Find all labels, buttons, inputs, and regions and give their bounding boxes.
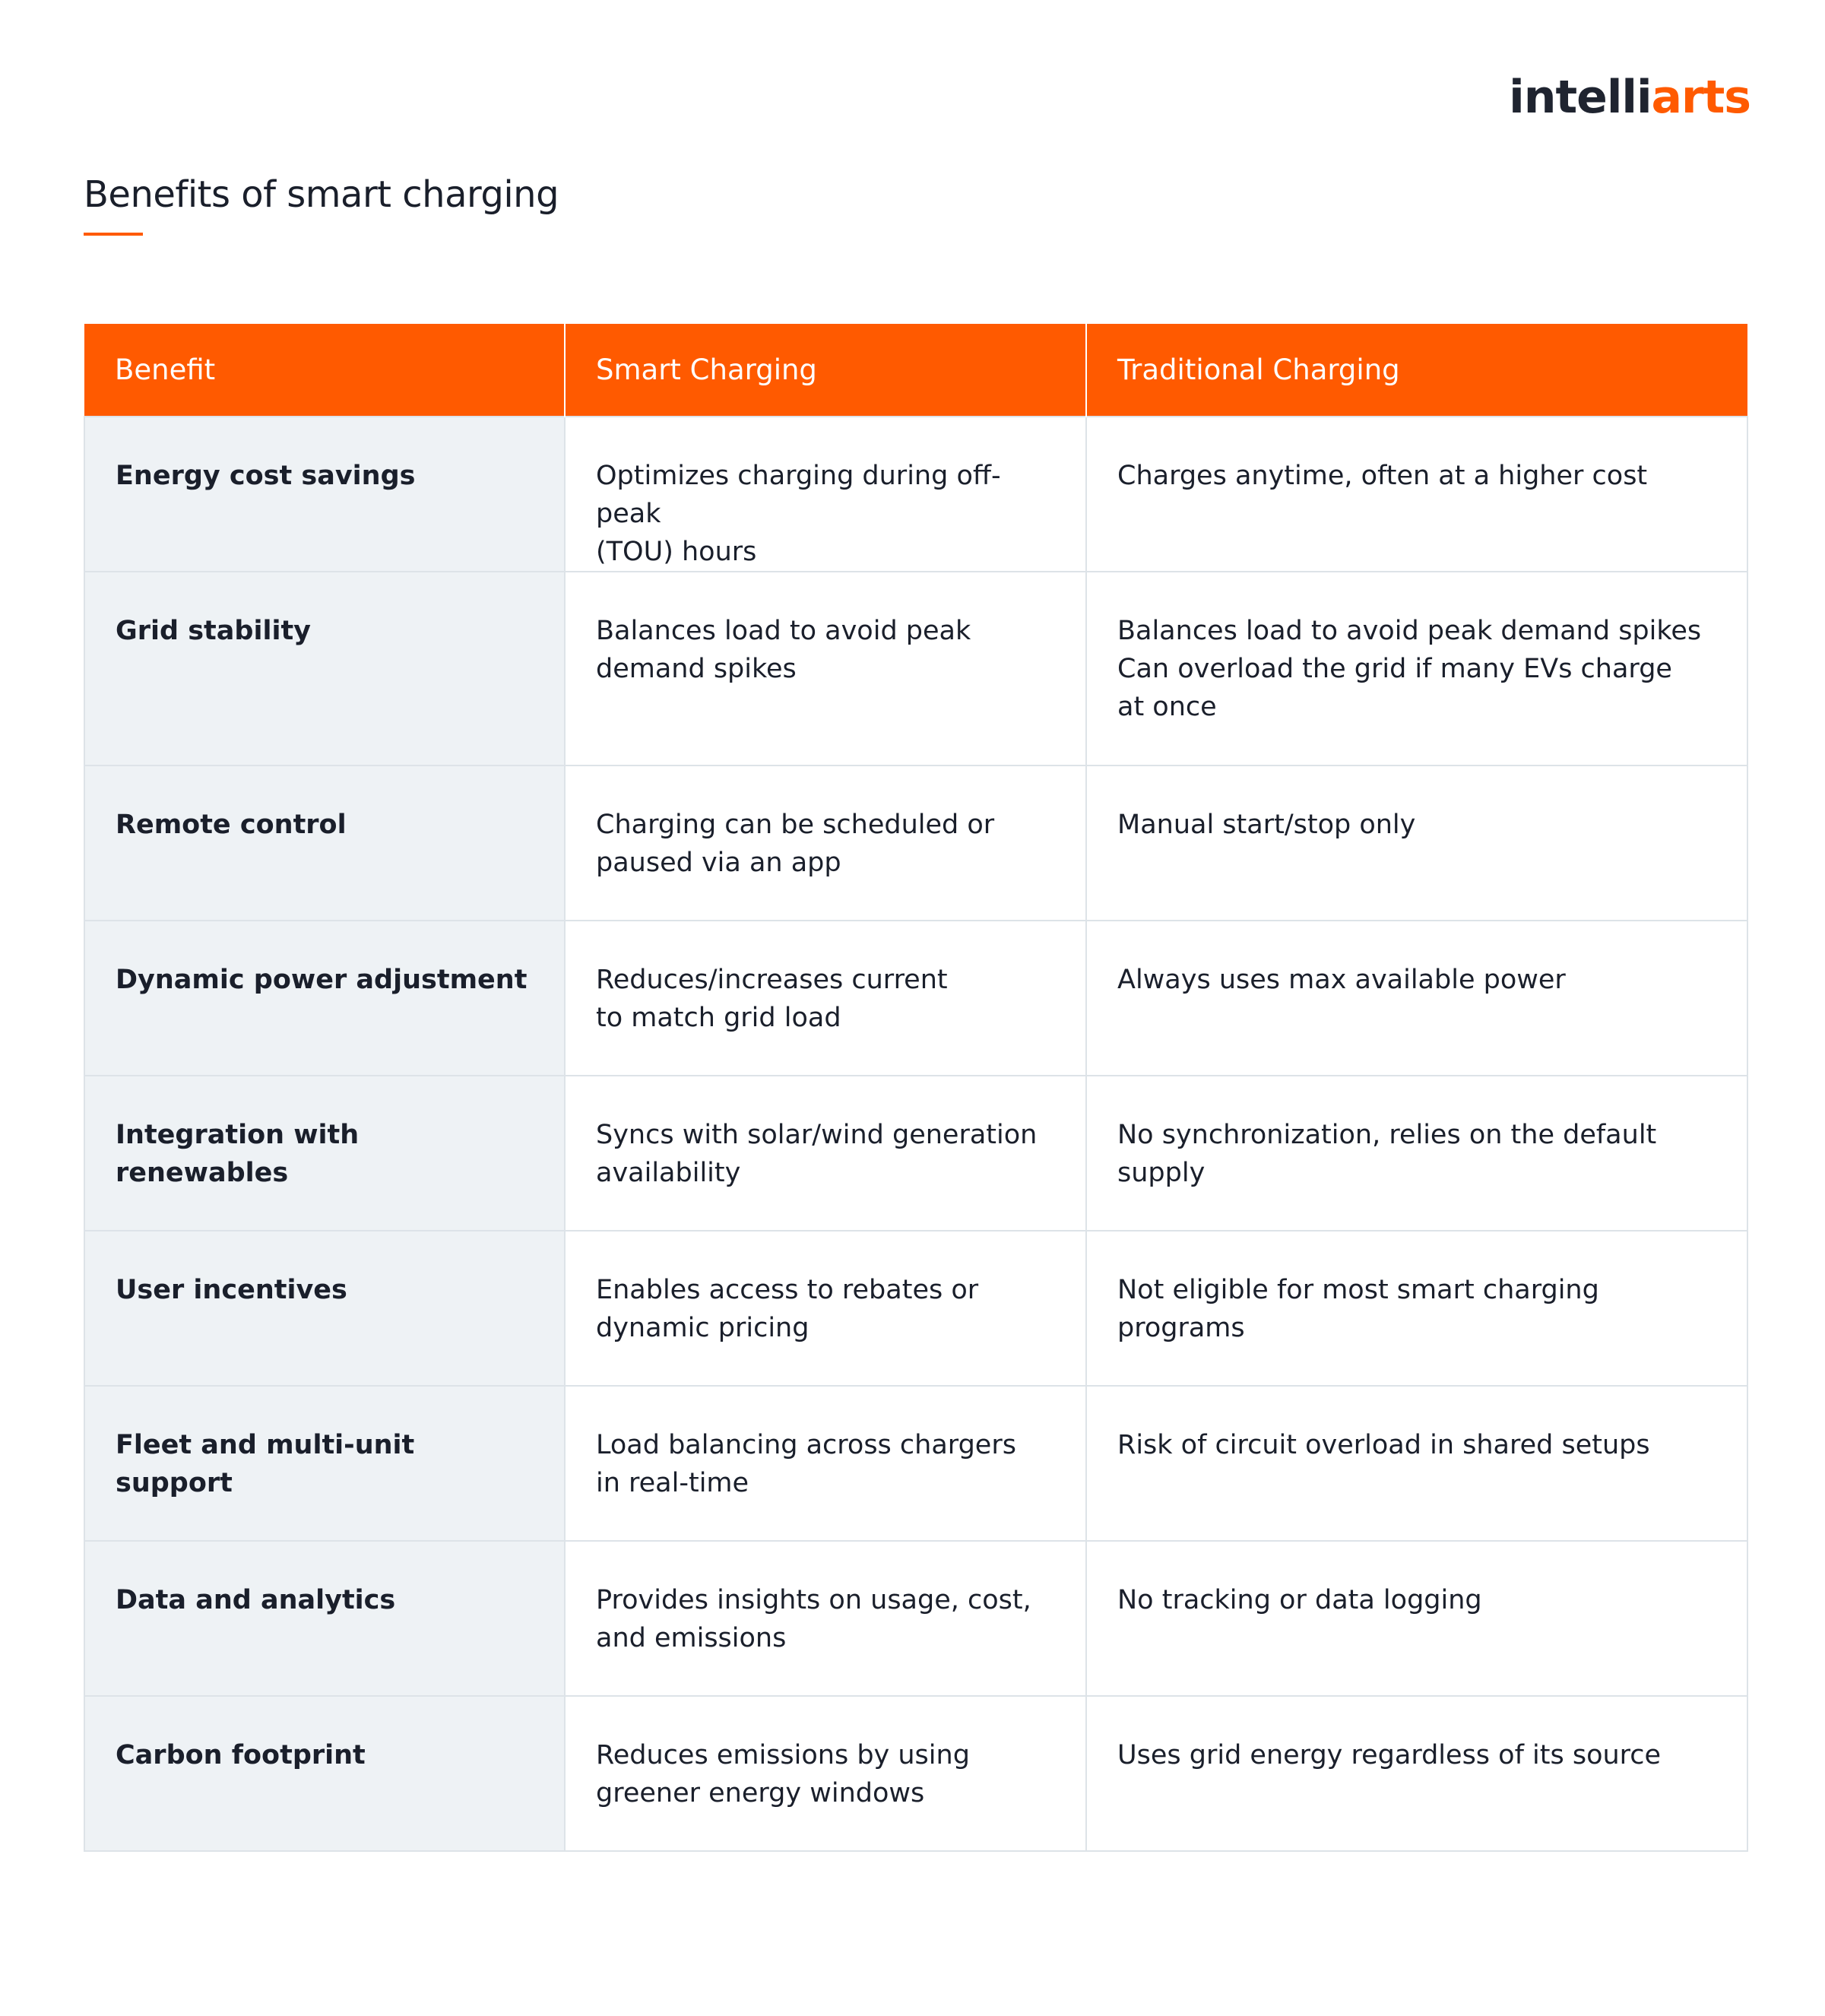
smart-charging-cell: Balances load to avoid peak demand spikes [565,572,1086,766]
benefit-cell: Fleet and multi-unit support [84,1386,565,1541]
table-row [84,766,1747,921]
benefit-cell: Integration with renewables [84,1076,565,1231]
logo-text-intelli: intelli [1509,71,1652,124]
table-row [84,1541,1747,1696]
benefits-comparison-table [84,324,1748,1852]
table-row [84,572,1747,766]
traditional-charging-cell: Not eligible for most smart charging programs [1086,1231,1747,1386]
benefit-cell: Energy cost savings [84,417,565,572]
benefit-cell: Remote control [84,766,565,921]
table-header [84,324,1747,417]
logo-text-arts: arts [1651,71,1751,124]
benefit-cell: Data and analytics [84,1541,565,1696]
benefit-cell: User incentives [84,1231,565,1386]
benefit-cell: Carbon footprint [84,1696,565,1851]
traditional-charging-cell: Risk of circuit overload in shared setups [1086,1386,1747,1541]
traditional-charging-cell: Uses grid energy regardless of its source [1086,1696,1747,1851]
benefit-cell: Grid stability [84,572,565,766]
smart-charging-cell: Reduces emissions by using greener energy windows [565,1696,1086,1851]
smart-charging-cell: Charging can be scheduled or paused via an app [565,766,1086,921]
header-benefit: Benefit [84,324,565,417]
table-row [84,1231,1747,1386]
traditional-charging-cell: Always uses max available power [1086,921,1747,1076]
title-underline-accent [84,233,143,236]
table-row [84,1386,1747,1541]
table-row [84,921,1747,1076]
table-row [84,417,1747,572]
smart-charging-cell: Reduces/increases current to match grid load [565,921,1086,1076]
table-header-row [84,324,1747,417]
smart-charging-cell: Optimizes charging during off-peak (TOU) hours [565,417,1086,572]
traditional-charging-cell: No synchronization, relies on the default supply [1086,1076,1747,1231]
smart-charging-cell: Syncs with solar/wind generation availability [565,1076,1086,1231]
traditional-charging-cell: Charges anytime, often at a higher cost [1086,417,1747,572]
intelliarts-logo [1509,71,1751,124]
table-row [84,1696,1747,1851]
traditional-charging-cell: Balances load to avoid peak demand spikes Can overload the grid if many EVs charge at once [1086,572,1747,766]
traditional-charging-cell: No tracking or data logging [1086,1541,1747,1696]
table-row [84,1076,1747,1231]
smart-charging-cell: Enables access to rebates or dynamic pricing [565,1231,1086,1386]
table-body [84,417,1747,1851]
smart-charging-cell: Provides insights on usage, cost, and emissions [565,1541,1086,1696]
header-smart-charging: Smart Charging [565,324,1086,417]
smart-charging-cell: Load balancing across chargers in real-time [565,1386,1086,1541]
benefit-cell: Dynamic power adjustment [84,921,565,1076]
header-traditional-charging: Traditional Charging [1086,324,1747,417]
traditional-charging-cell: Manual start/stop only [1086,766,1747,921]
page-title: Benefits of smart charging [84,173,559,216]
